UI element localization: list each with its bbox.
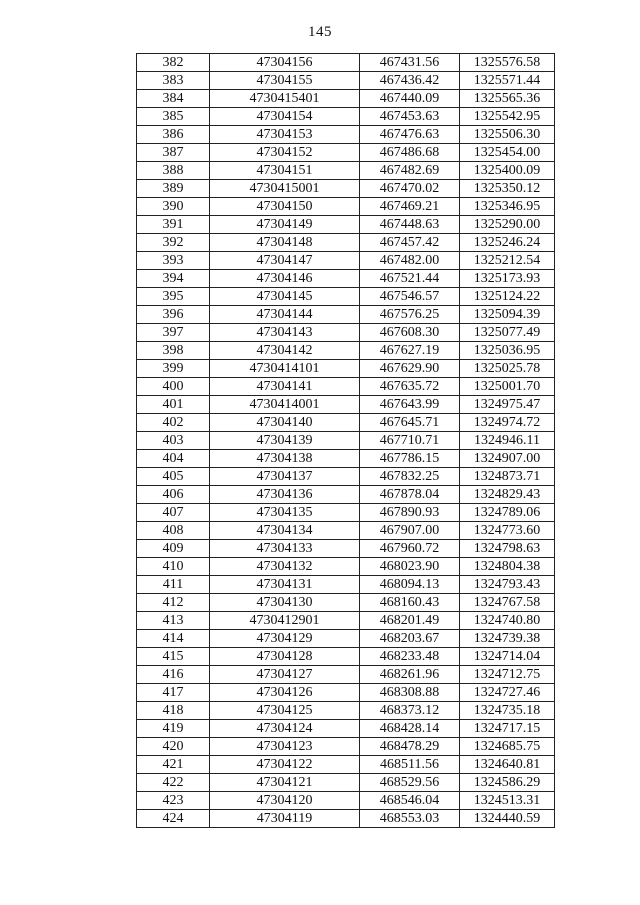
- row-number-cell: 398: [137, 342, 210, 360]
- point-id-cell: 47304148: [210, 234, 360, 252]
- row-number-cell: 388: [137, 162, 210, 180]
- row-number-cell: 419: [137, 720, 210, 738]
- row-number-cell: 414: [137, 630, 210, 648]
- table-row: [137, 54, 555, 72]
- table-row: [137, 738, 555, 756]
- y-coordinate-cell: 1325173.93: [460, 270, 555, 288]
- row-number-cell: 399: [137, 360, 210, 378]
- row-number-cell: 402: [137, 414, 210, 432]
- table-row: [137, 522, 555, 540]
- row-number-cell: 408: [137, 522, 210, 540]
- table-row: [137, 648, 555, 666]
- y-coordinate-cell: 1324767.58: [460, 594, 555, 612]
- table-row: [137, 756, 555, 774]
- table-row: [137, 396, 555, 414]
- x-coordinate-cell: 467960.72: [360, 540, 460, 558]
- x-coordinate-cell: 468160.43: [360, 594, 460, 612]
- row-number-cell: 410: [137, 558, 210, 576]
- y-coordinate-cell: 1324829.43: [460, 486, 555, 504]
- table-row: [137, 216, 555, 234]
- table-row: [137, 504, 555, 522]
- table-row: [137, 162, 555, 180]
- x-coordinate-cell: 468233.48: [360, 648, 460, 666]
- y-coordinate-cell: 1325094.39: [460, 306, 555, 324]
- y-coordinate-cell: 1324946.11: [460, 432, 555, 450]
- y-coordinate-cell: 1325571.44: [460, 72, 555, 90]
- row-number-cell: 422: [137, 774, 210, 792]
- point-id-cell: 47304131: [210, 576, 360, 594]
- row-number-cell: 403: [137, 432, 210, 450]
- row-number-cell: 415: [137, 648, 210, 666]
- table-row: [137, 234, 555, 252]
- table-row: [137, 720, 555, 738]
- row-number-cell: 393: [137, 252, 210, 270]
- row-number-cell: 392: [137, 234, 210, 252]
- y-coordinate-cell: 1325036.95: [460, 342, 555, 360]
- x-coordinate-cell: 467832.25: [360, 468, 460, 486]
- row-number-cell: 385: [137, 108, 210, 126]
- x-coordinate-cell: 467608.30: [360, 324, 460, 342]
- x-coordinate-cell: 468203.67: [360, 630, 460, 648]
- y-coordinate-cell: 1325454.00: [460, 144, 555, 162]
- point-id-cell: 47304142: [210, 342, 360, 360]
- row-number-cell: 416: [137, 666, 210, 684]
- point-id-cell: 47304147: [210, 252, 360, 270]
- table-row: [137, 72, 555, 90]
- y-coordinate-cell: 1324873.71: [460, 468, 555, 486]
- row-number-cell: 417: [137, 684, 210, 702]
- table-row: [137, 360, 555, 378]
- x-coordinate-cell: 468261.96: [360, 666, 460, 684]
- x-coordinate-cell: 467476.63: [360, 126, 460, 144]
- table-row: [137, 612, 555, 630]
- row-number-cell: 390: [137, 198, 210, 216]
- table-row: [137, 702, 555, 720]
- table-row: [137, 558, 555, 576]
- x-coordinate-cell: 467448.63: [360, 216, 460, 234]
- point-id-cell: 47304138: [210, 450, 360, 468]
- x-coordinate-cell: 467482.69: [360, 162, 460, 180]
- y-coordinate-cell: 1324804.38: [460, 558, 555, 576]
- table-row: [137, 126, 555, 144]
- y-coordinate-cell: 1325400.09: [460, 162, 555, 180]
- y-coordinate-cell: 1325246.24: [460, 234, 555, 252]
- x-coordinate-cell: 467635.72: [360, 378, 460, 396]
- point-id-cell: 47304135: [210, 504, 360, 522]
- point-id-cell: 47304139: [210, 432, 360, 450]
- y-coordinate-cell: 1325350.12: [460, 180, 555, 198]
- y-coordinate-cell: 1324640.81: [460, 756, 555, 774]
- y-coordinate-cell: 1325346.95: [460, 198, 555, 216]
- point-id-cell: 47304149: [210, 216, 360, 234]
- x-coordinate-cell: 467546.57: [360, 288, 460, 306]
- table-row: [137, 306, 555, 324]
- y-coordinate-cell: 1325212.54: [460, 252, 555, 270]
- point-id-cell: 4730415001: [210, 180, 360, 198]
- y-coordinate-cell: 1324773.60: [460, 522, 555, 540]
- x-coordinate-cell: 467453.63: [360, 108, 460, 126]
- y-coordinate-cell: 1324974.72: [460, 414, 555, 432]
- row-number-cell: 396: [137, 306, 210, 324]
- table-row: [137, 378, 555, 396]
- y-coordinate-cell: 1324586.29: [460, 774, 555, 792]
- y-coordinate-cell: 1324789.06: [460, 504, 555, 522]
- table-row: [137, 324, 555, 342]
- x-coordinate-cell: 467457.42: [360, 234, 460, 252]
- y-coordinate-cell: 1325025.78: [460, 360, 555, 378]
- point-id-cell: 47304136: [210, 486, 360, 504]
- row-number-cell: 405: [137, 468, 210, 486]
- x-coordinate-cell: 468023.90: [360, 558, 460, 576]
- y-coordinate-cell: 1324740.80: [460, 612, 555, 630]
- table-row: [137, 432, 555, 450]
- x-coordinate-cell: 467629.90: [360, 360, 460, 378]
- point-id-cell: 47304128: [210, 648, 360, 666]
- row-number-cell: 395: [137, 288, 210, 306]
- x-coordinate-cell: 467907.00: [360, 522, 460, 540]
- row-number-cell: 387: [137, 144, 210, 162]
- y-coordinate-cell: 1325542.95: [460, 108, 555, 126]
- coordinates-table-body: [137, 54, 555, 828]
- y-coordinate-cell: 1325290.00: [460, 216, 555, 234]
- row-number-cell: 391: [137, 216, 210, 234]
- row-number-cell: 418: [137, 702, 210, 720]
- x-coordinate-cell: 468308.88: [360, 684, 460, 702]
- table-row: [137, 486, 555, 504]
- table-row: [137, 594, 555, 612]
- table-row: [137, 540, 555, 558]
- x-coordinate-cell: 467436.42: [360, 72, 460, 90]
- table-row: [137, 252, 555, 270]
- row-number-cell: 383: [137, 72, 210, 90]
- table-row: [137, 144, 555, 162]
- point-id-cell: 4730415401: [210, 90, 360, 108]
- point-id-cell: 47304120: [210, 792, 360, 810]
- point-id-cell: 47304141: [210, 378, 360, 396]
- row-number-cell: 382: [137, 54, 210, 72]
- row-number-cell: 424: [137, 810, 210, 828]
- point-id-cell: 47304123: [210, 738, 360, 756]
- row-number-cell: 413: [137, 612, 210, 630]
- x-coordinate-cell: 468373.12: [360, 702, 460, 720]
- y-coordinate-cell: 1324735.18: [460, 702, 555, 720]
- row-number-cell: 389: [137, 180, 210, 198]
- y-coordinate-cell: 1325001.70: [460, 378, 555, 396]
- point-id-cell: 47304124: [210, 720, 360, 738]
- point-id-cell: 47304150: [210, 198, 360, 216]
- row-number-cell: 384: [137, 90, 210, 108]
- table-row: [137, 666, 555, 684]
- row-number-cell: 423: [137, 792, 210, 810]
- point-id-cell: 4730414001: [210, 396, 360, 414]
- x-coordinate-cell: 467470.02: [360, 180, 460, 198]
- y-coordinate-cell: 1324717.15: [460, 720, 555, 738]
- point-id-cell: 47304130: [210, 594, 360, 612]
- point-id-cell: 47304146: [210, 270, 360, 288]
- y-coordinate-cell: 1324513.31: [460, 792, 555, 810]
- point-id-cell: 47304119: [210, 810, 360, 828]
- page-number: 145: [308, 24, 332, 40]
- x-coordinate-cell: 467431.56: [360, 54, 460, 72]
- x-coordinate-cell: 467786.15: [360, 450, 460, 468]
- table-row: [137, 684, 555, 702]
- x-coordinate-cell: 467576.25: [360, 306, 460, 324]
- table-row: [137, 414, 555, 432]
- x-coordinate-cell: 468428.14: [360, 720, 460, 738]
- table-row: [137, 450, 555, 468]
- point-id-cell: 47304125: [210, 702, 360, 720]
- row-number-cell: 400: [137, 378, 210, 396]
- y-coordinate-cell: 1324798.63: [460, 540, 555, 558]
- row-number-cell: 411: [137, 576, 210, 594]
- point-id-cell: 47304121: [210, 774, 360, 792]
- point-id-cell: 47304143: [210, 324, 360, 342]
- point-id-cell: 47304122: [210, 756, 360, 774]
- row-number-cell: 407: [137, 504, 210, 522]
- point-id-cell: 47304153: [210, 126, 360, 144]
- x-coordinate-cell: 467469.21: [360, 198, 460, 216]
- point-id-cell: 47304137: [210, 468, 360, 486]
- x-coordinate-cell: 467710.71: [360, 432, 460, 450]
- row-number-cell: 420: [137, 738, 210, 756]
- y-coordinate-cell: 1324727.46: [460, 684, 555, 702]
- y-coordinate-cell: 1324739.38: [460, 630, 555, 648]
- table-row: [137, 342, 555, 360]
- y-coordinate-cell: 1324975.47: [460, 396, 555, 414]
- table-row: [137, 468, 555, 486]
- point-id-cell: 47304133: [210, 540, 360, 558]
- row-number-cell: 404: [137, 450, 210, 468]
- point-id-cell: 4730412901: [210, 612, 360, 630]
- table-row: [137, 792, 555, 810]
- table-row: [137, 198, 555, 216]
- y-coordinate-cell: 1325565.36: [460, 90, 555, 108]
- point-id-cell: 47304156: [210, 54, 360, 72]
- table-row: [137, 810, 555, 828]
- point-id-cell: 47304151: [210, 162, 360, 180]
- point-id-cell: 47304132: [210, 558, 360, 576]
- table-row: [137, 576, 555, 594]
- point-id-cell: 47304134: [210, 522, 360, 540]
- x-coordinate-cell: 468546.04: [360, 792, 460, 810]
- table-row: [137, 180, 555, 198]
- point-id-cell: 47304127: [210, 666, 360, 684]
- x-coordinate-cell: 468094.13: [360, 576, 460, 594]
- x-coordinate-cell: 467482.00: [360, 252, 460, 270]
- table-row: [137, 630, 555, 648]
- x-coordinate-cell: 467486.68: [360, 144, 460, 162]
- x-coordinate-cell: 468529.56: [360, 774, 460, 792]
- x-coordinate-cell: 467645.71: [360, 414, 460, 432]
- table-row: [137, 774, 555, 792]
- x-coordinate-cell: 468511.56: [360, 756, 460, 774]
- y-coordinate-cell: 1324793.43: [460, 576, 555, 594]
- table-row: [137, 288, 555, 306]
- x-coordinate-cell: 468478.29: [360, 738, 460, 756]
- point-id-cell: 47304145: [210, 288, 360, 306]
- y-coordinate-cell: 1324714.04: [460, 648, 555, 666]
- row-number-cell: 401: [137, 396, 210, 414]
- x-coordinate-cell: 468553.03: [360, 810, 460, 828]
- x-coordinate-cell: 467627.19: [360, 342, 460, 360]
- y-coordinate-cell: 1324685.75: [460, 738, 555, 756]
- y-coordinate-cell: 1324907.00: [460, 450, 555, 468]
- x-coordinate-cell: 467440.09: [360, 90, 460, 108]
- row-number-cell: 386: [137, 126, 210, 144]
- table-row: [137, 108, 555, 126]
- x-coordinate-cell: 467878.04: [360, 486, 460, 504]
- point-id-cell: 47304129: [210, 630, 360, 648]
- y-coordinate-cell: 1324712.75: [460, 666, 555, 684]
- row-number-cell: 406: [137, 486, 210, 504]
- coordinates-table: [136, 53, 555, 828]
- y-coordinate-cell: 1325077.49: [460, 324, 555, 342]
- y-coordinate-cell: 1325576.58: [460, 54, 555, 72]
- y-coordinate-cell: 1324440.59: [460, 810, 555, 828]
- row-number-cell: 412: [137, 594, 210, 612]
- x-coordinate-cell: 467890.93: [360, 504, 460, 522]
- row-number-cell: 394: [137, 270, 210, 288]
- point-id-cell: 47304126: [210, 684, 360, 702]
- table-row: [137, 90, 555, 108]
- x-coordinate-cell: 467521.44: [360, 270, 460, 288]
- row-number-cell: 421: [137, 756, 210, 774]
- point-id-cell: 47304154: [210, 108, 360, 126]
- y-coordinate-cell: 1325124.22: [460, 288, 555, 306]
- x-coordinate-cell: 467643.99: [360, 396, 460, 414]
- row-number-cell: 409: [137, 540, 210, 558]
- point-id-cell: 47304155: [210, 72, 360, 90]
- point-id-cell: 4730414101: [210, 360, 360, 378]
- point-id-cell: 47304152: [210, 144, 360, 162]
- x-coordinate-cell: 468201.49: [360, 612, 460, 630]
- point-id-cell: 47304144: [210, 306, 360, 324]
- point-id-cell: 47304140: [210, 414, 360, 432]
- table-row: [137, 270, 555, 288]
- row-number-cell: 397: [137, 324, 210, 342]
- y-coordinate-cell: 1325506.30: [460, 126, 555, 144]
